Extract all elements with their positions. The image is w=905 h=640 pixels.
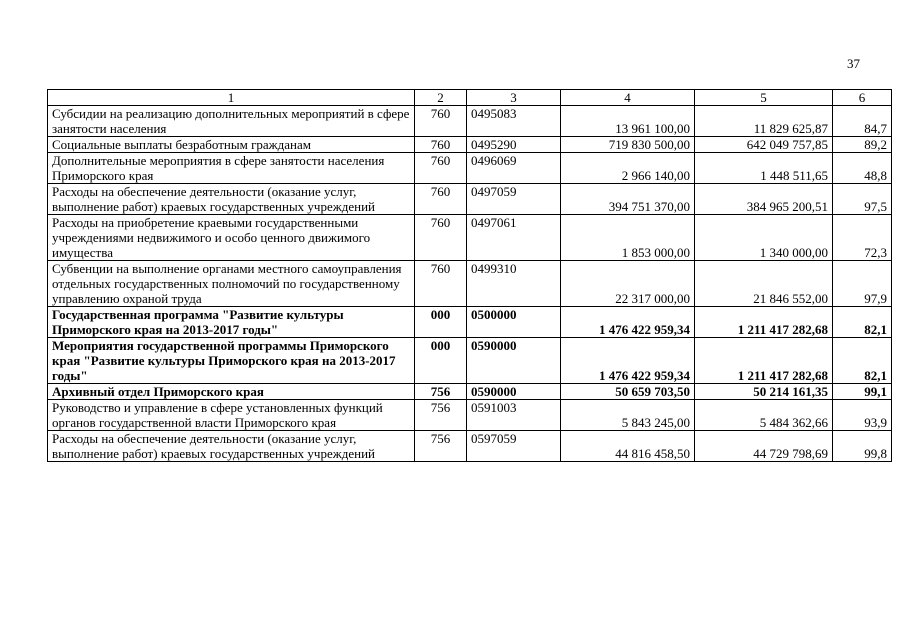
row-code-target: 0590000 bbox=[467, 338, 561, 384]
row-code-admin: 760 bbox=[415, 153, 467, 184]
row-code-target: 0496069 bbox=[467, 153, 561, 184]
row-percent: 72,3 bbox=[833, 215, 892, 261]
budget-table bbox=[47, 89, 892, 462]
row-name: Дополнительные мероприятия в сфере занятости населения Приморского края bbox=[48, 153, 415, 184]
row-code-target: 0495290 bbox=[467, 137, 561, 153]
column-header: 1 bbox=[48, 90, 415, 106]
row-executed: 21 846 552,00 bbox=[695, 261, 833, 307]
row-code-target: 0597059 bbox=[467, 431, 561, 462]
row-name: Руководство и управление в сфере установленных функций органов государственной власти Приморского края bbox=[48, 400, 415, 431]
row-percent: 97,9 bbox=[833, 261, 892, 307]
row-name: Расходы на приобретение краевыми государственными учреждениями недвижимого и особо ценного движимого имущества bbox=[48, 215, 415, 261]
row-planned: 5 843 245,00 bbox=[561, 400, 695, 431]
column-header: 6 bbox=[833, 90, 892, 106]
row-executed: 1 211 417 282,68 bbox=[695, 338, 833, 384]
table-row bbox=[48, 400, 892, 431]
page-number: 37 bbox=[847, 56, 860, 71]
row-code-target: 0499310 bbox=[467, 261, 561, 307]
row-code-target: 0495083 bbox=[467, 106, 561, 137]
row-executed: 5 484 362,66 bbox=[695, 400, 833, 431]
row-planned: 1 476 422 959,34 bbox=[561, 307, 695, 338]
row-percent: 97,5 bbox=[833, 184, 892, 215]
table-row bbox=[48, 137, 892, 153]
row-code-admin: 756 bbox=[415, 431, 467, 462]
row-executed: 642 049 757,85 bbox=[695, 137, 833, 153]
row-planned: 2 966 140,00 bbox=[561, 153, 695, 184]
row-planned: 50 659 703,50 bbox=[561, 384, 695, 400]
row-planned: 1 853 000,00 bbox=[561, 215, 695, 261]
row-code-admin: 756 bbox=[415, 384, 467, 400]
row-percent: 48,8 bbox=[833, 153, 892, 184]
row-percent: 89,2 bbox=[833, 137, 892, 153]
column-header: 3 bbox=[467, 90, 561, 106]
table-row-department bbox=[48, 384, 892, 400]
row-executed: 1 211 417 282,68 bbox=[695, 307, 833, 338]
row-planned: 44 816 458,50 bbox=[561, 431, 695, 462]
row-planned: 394 751 370,00 bbox=[561, 184, 695, 215]
table-row bbox=[48, 184, 892, 215]
row-planned: 13 961 100,00 bbox=[561, 106, 695, 137]
row-percent: 84,7 bbox=[833, 106, 892, 137]
table-row bbox=[48, 106, 892, 137]
row-percent: 99,8 bbox=[833, 431, 892, 462]
row-code-target: 0497061 bbox=[467, 215, 561, 261]
row-name: Расходы на обеспечение деятельности (оказание услуг, выполнение работ) краевых государственных учреждений bbox=[48, 431, 415, 462]
row-code-admin: 760 bbox=[415, 137, 467, 153]
row-code-admin: 760 bbox=[415, 261, 467, 307]
row-planned: 1 476 422 959,34 bbox=[561, 338, 695, 384]
row-name: Расходы на обеспечение деятельности (оказание услуг, выполнение работ) краевых государственных учреждений bbox=[48, 184, 415, 215]
row-code-admin: 760 bbox=[415, 215, 467, 261]
row-code-target: 0591003 bbox=[467, 400, 561, 431]
row-code-admin: 000 bbox=[415, 307, 467, 338]
row-name: Социальные выплаты безработным гражданам bbox=[48, 137, 415, 153]
row-code-admin: 000 bbox=[415, 338, 467, 384]
row-name: Мероприятия государственной программы Приморского края "Развитие культуры Приморского края на 2013-2017 годы" bbox=[48, 338, 415, 384]
row-executed: 1 448 511,65 bbox=[695, 153, 833, 184]
row-name: Субвенции на выполнение органами местного самоуправления отдельных государственных полномочий по государственному управлению охраной труда bbox=[48, 261, 415, 307]
row-name: Государственная программа "Развитие культуры Приморского края на 2013-2017 годы" bbox=[48, 307, 415, 338]
table-row-program bbox=[48, 338, 892, 384]
column-header: 4 bbox=[561, 90, 695, 106]
table-row bbox=[48, 153, 892, 184]
row-percent: 99,1 bbox=[833, 384, 892, 400]
table-row bbox=[48, 261, 892, 307]
table-row bbox=[48, 215, 892, 261]
table-row-program bbox=[48, 307, 892, 338]
row-code-target: 0590000 bbox=[467, 384, 561, 400]
row-percent: 93,9 bbox=[833, 400, 892, 431]
row-name: Архивный отдел Приморского края bbox=[48, 384, 415, 400]
column-header: 2 bbox=[415, 90, 467, 106]
row-planned: 22 317 000,00 bbox=[561, 261, 695, 307]
row-name: Субсидии на реализацию дополнительных мероприятий в сфере занятости населения bbox=[48, 106, 415, 137]
table-row bbox=[48, 431, 892, 462]
row-code-admin: 756 bbox=[415, 400, 467, 431]
row-executed: 1 340 000,00 bbox=[695, 215, 833, 261]
row-percent: 82,1 bbox=[833, 307, 892, 338]
row-executed: 384 965 200,51 bbox=[695, 184, 833, 215]
row-code-admin: 760 bbox=[415, 106, 467, 137]
row-executed: 44 729 798,69 bbox=[695, 431, 833, 462]
row-executed: 50 214 161,35 bbox=[695, 384, 833, 400]
row-code-admin: 760 bbox=[415, 184, 467, 215]
column-header: 5 bbox=[695, 90, 833, 106]
table-header-row bbox=[48, 90, 892, 106]
row-planned: 719 830 500,00 bbox=[561, 137, 695, 153]
row-percent: 82,1 bbox=[833, 338, 892, 384]
row-code-target: 0497059 bbox=[467, 184, 561, 215]
row-executed: 11 829 625,87 bbox=[695, 106, 833, 137]
row-code-target: 0500000 bbox=[467, 307, 561, 338]
